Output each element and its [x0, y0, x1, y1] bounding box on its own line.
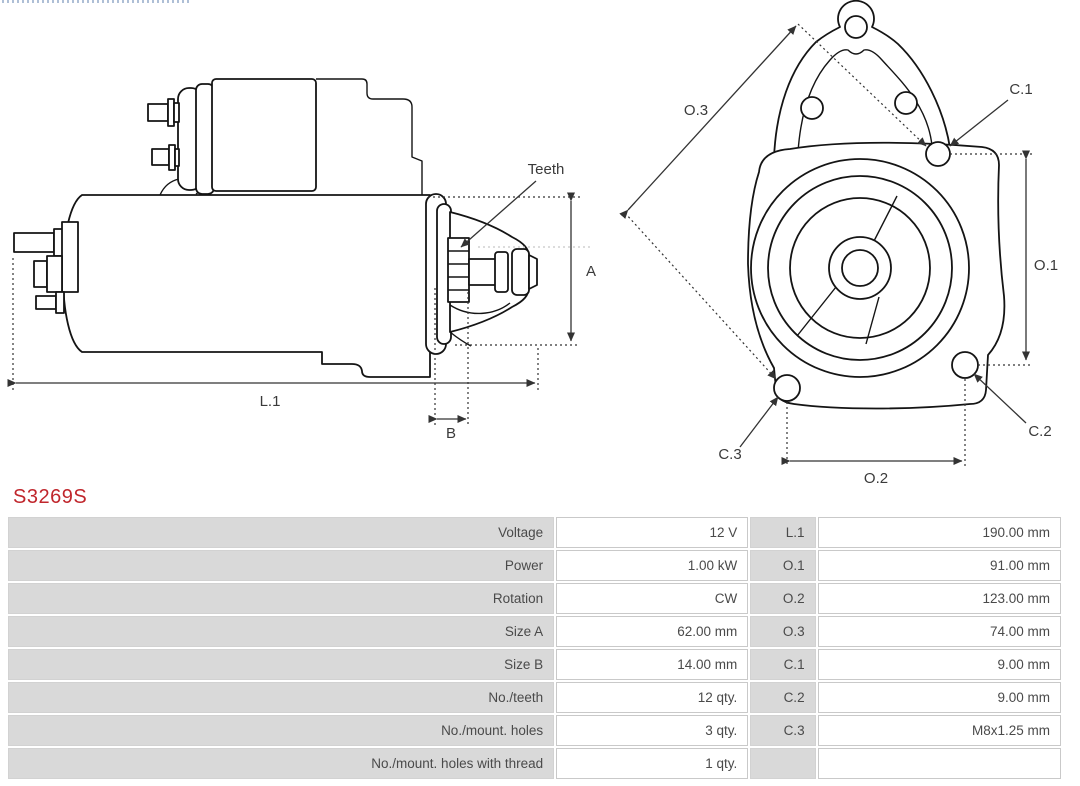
spec-row	[8, 550, 1061, 581]
nose-tip	[529, 255, 537, 289]
spec-label-cell: Size B	[8, 649, 554, 680]
dim-c3-label: C.3	[718, 446, 742, 463]
dim-value-cell: 91.00 mm	[818, 550, 1061, 581]
solenoid-stud1-thread	[148, 104, 168, 121]
dim-c1-leader	[950, 100, 1008, 146]
bracket-left-hole	[801, 97, 823, 119]
pinion-shaft	[469, 259, 497, 285]
dim-label-cell: C.2	[750, 682, 815, 713]
spec-row	[8, 616, 1061, 647]
spec-row	[8, 715, 1061, 746]
spec-value-cell: 12 qty.	[556, 682, 748, 713]
bracket-top-hole	[845, 16, 867, 38]
spec-value-cell: 62.00 mm	[556, 616, 748, 647]
bracket-right-hole	[895, 92, 917, 114]
spec-value-cell: 1 qty.	[556, 748, 748, 779]
dim-label-cell: O.1	[750, 550, 815, 581]
dim-o1-label: O.1	[1033, 257, 1059, 274]
spec-value-cell: 14.00 mm	[556, 649, 748, 680]
spec-row	[8, 649, 1061, 680]
yoke-housing	[316, 79, 422, 195]
part-number: S3269S	[13, 486, 88, 508]
dim-value-cell: 9.00 mm	[818, 649, 1061, 680]
dim-b-label: B	[445, 425, 457, 442]
terminal-block	[62, 222, 78, 292]
terminal-plate	[47, 256, 62, 292]
lower-stud-washer	[56, 292, 64, 313]
dim-label-cell: O.3	[750, 616, 815, 647]
spec-row	[8, 583, 1061, 614]
lower-stud-thread	[36, 296, 56, 309]
spec-value-cell: 12 V	[556, 517, 748, 548]
dim-l1-label: L.1	[259, 393, 281, 410]
spec-row	[8, 748, 1061, 779]
spec-value-cell: 3 qty.	[556, 715, 748, 746]
dim-value-cell: 123.00 mm	[818, 583, 1061, 614]
dim-label-cell: C.1	[750, 649, 815, 680]
dim-value-cell: 9.00 mm	[818, 682, 1061, 713]
dim-c3-leader	[740, 397, 778, 447]
hub-bore-circle	[842, 250, 878, 286]
dim-value-cell: 74.00 mm	[818, 616, 1061, 647]
nose-cap	[512, 249, 529, 295]
mount-hole-c1	[926, 142, 950, 166]
pinion-gear	[448, 238, 469, 302]
solenoid-stud1-nut	[174, 103, 179, 122]
dim-label-cell: O.2	[750, 583, 815, 614]
motor-body	[63, 195, 430, 377]
spec-label-cell: Voltage	[8, 517, 554, 548]
solenoid-stud2-thread	[152, 149, 169, 165]
spec-value-cell: 1.00 kW	[556, 550, 748, 581]
spec-label-cell: Power	[8, 550, 554, 581]
dim-label-cell: L.1	[750, 517, 815, 548]
solenoid-body	[212, 79, 316, 191]
terminal-stud-thread	[14, 233, 54, 252]
spec-table	[6, 515, 1063, 781]
spec-label-cell: Rotation	[8, 583, 554, 614]
side-view-drawing	[13, 79, 596, 442]
dim-o2-label: O.2	[863, 470, 889, 487]
dim-value-cell: M8x1.25 mm	[818, 715, 1061, 746]
spec-row	[8, 682, 1061, 713]
dim-value-cell	[818, 748, 1061, 779]
teeth-label: Teeth	[527, 161, 565, 178]
dim-a-label: A	[586, 263, 597, 280]
dim-label-cell: C.3	[750, 715, 815, 746]
spec-label-cell: Size A	[8, 616, 554, 647]
dim-c2-label: C.2	[1028, 423, 1052, 440]
front-view-drawing	[625, 1, 1058, 487]
dim-c1-label: C.1	[1009, 81, 1033, 98]
dim-value-cell: 190.00 mm	[818, 517, 1061, 548]
spec-row	[8, 517, 1061, 548]
spec-label-cell: No./mount. holes with thread	[8, 748, 554, 779]
spec-label-cell: No./mount. holes	[8, 715, 554, 746]
dim-o3-label: O.3	[683, 102, 709, 119]
solenoid-stud2-nut	[175, 149, 179, 166]
terminal-nut	[34, 261, 47, 287]
spec-value-cell: CW	[556, 583, 748, 614]
solenoid-bracket	[160, 179, 179, 195]
dim-label-cell	[750, 748, 815, 779]
spec-label-cell: No./teeth	[8, 682, 554, 713]
shaft-end	[495, 252, 508, 292]
